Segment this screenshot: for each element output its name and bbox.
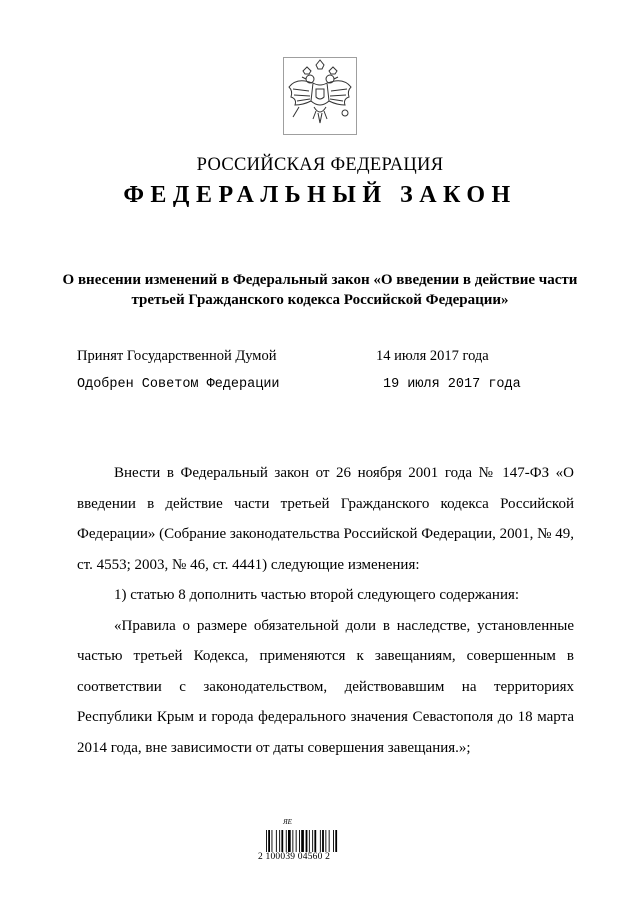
body-intro: Внести в Федеральный закон от 26 ноября 2001 года № 147-ФЗ «О введении в действие части третьей Гражданского кодекса Российской Федерации» (Собрание законодательства Российской Федерации, 2001, № 49, ст. 4553; 2003, № 46, ст. 4441) следующие изменения: (77, 465, 574, 573)
adoption-date: 19 июля 2017 года (383, 377, 521, 392)
adoption-row-duma (77, 348, 577, 368)
barcode-number: 2 100039 04560 2 (258, 852, 331, 862)
adoption-date: 14 июля 2017 года (376, 348, 489, 364)
coat-of-arms-icon (283, 57, 357, 135)
adoption-label: Принят Государственной Думой (77, 348, 277, 364)
body-item-1: 1) статью 8 дополнить частью второй следующего содержания: (114, 587, 520, 603)
body-quote: «Правила о размере обязательной доли в наследстве, установленные частью третьей Кодекса, применяются к завещаниям, совершенным в соответствии с законодательством, действовавшим на территориях Республики Крым и города федерального значения Севастополя до 18 марта 2014 года, вне зависимости от даты совершения завещания.»; (77, 617, 574, 756)
barcode-icon (262, 818, 374, 878)
country-heading: РОССИЙСКАЯ ФЕДЕРАЦИЯ (196, 155, 444, 175)
barcode-mark: ЯЕ (283, 818, 292, 826)
law-title: О внесении изменений в Федеральный закон «О введении в действие части третьей Гражданского кодекса Российской Федерации» (62, 272, 578, 308)
adoption-row-council (77, 377, 577, 397)
adoption-label: Одобрен Советом Федерации (77, 377, 280, 392)
law-body (77, 458, 574, 763)
document-type-heading: ФЕДЕРАЛЬНЫЙ ЗАКОН (123, 182, 517, 208)
